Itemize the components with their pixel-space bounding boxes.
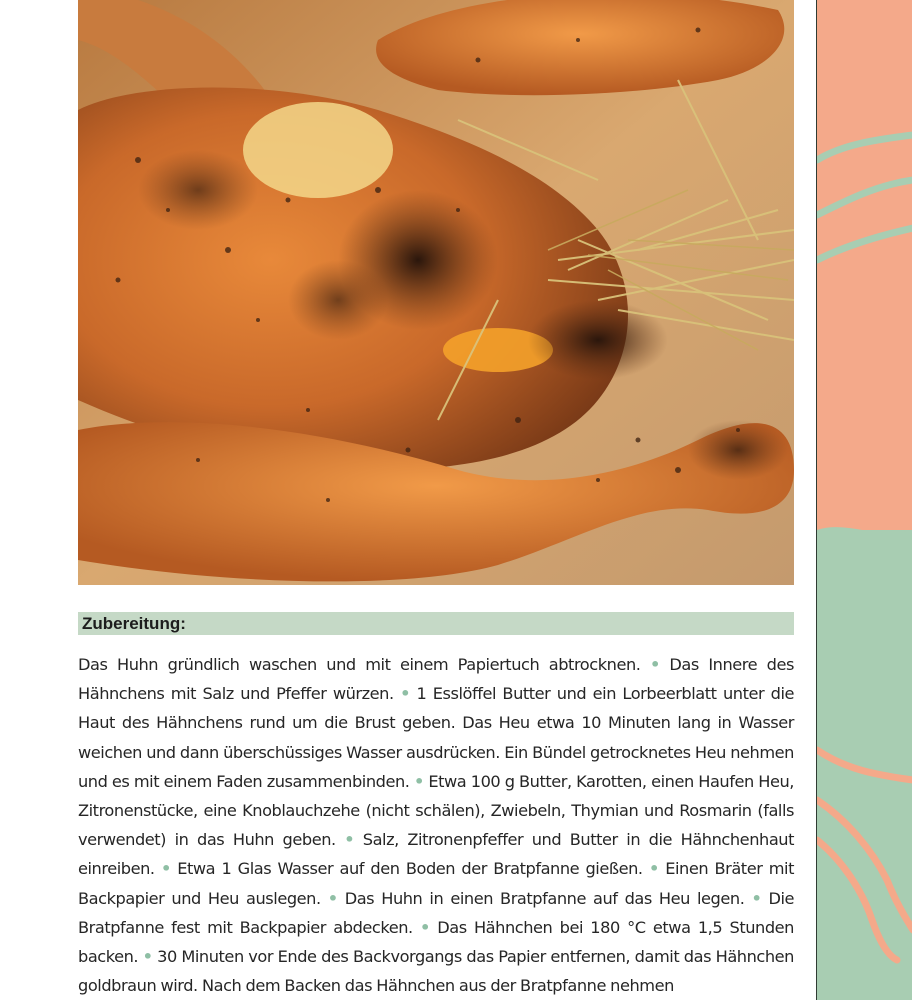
bullet-separator: •: [751, 888, 762, 908]
preparation-step: 1 Esslöffel Butter und ein Lorbeerblatt unter die Haut des Hähnchens rund um die Brust geben. Das Heu etwa 10 Minuten lang in Wasser weichen und dann überschüssiges Wasser ausdrücken. Ein Bündel getrocknetes Heu nehmen und es mit einem Faden zusammenbinden.: [78, 684, 795, 791]
preparation-step: Das Huhn gründlich waschen und mit einem Papiertuch abtrocknen.: [78, 655, 641, 674]
bullet-separator: •: [420, 917, 430, 937]
preparation-step: Einen Bräter mit Backpapier und Heu auslegen.: [78, 859, 794, 908]
bullet-separator: •: [400, 684, 411, 704]
bullet-separator: •: [160, 859, 171, 879]
decorative-side-band: [816, 0, 912, 1000]
preparation-step: Die Bratpfanne fest mit Backpapier abdecken.: [78, 888, 795, 937]
preparation-step: Etwa 1 Glas Wasser auf den Boden der Bratpfanne gießen.: [177, 859, 643, 879]
bullet-separator: •: [649, 655, 660, 674]
bullet-separator: •: [413, 771, 424, 791]
preparation-step: Das Hähnchen bei 180 °C etwa 1,5 Stunden backen.: [78, 917, 794, 967]
preparation-text: [78, 650, 794, 1000]
bullet-separator: •: [648, 859, 659, 879]
roast-chicken-photo: [78, 0, 794, 585]
preparation-step: Das Huhn in einen Bratpfanne auf das Heu legen.: [344, 888, 745, 908]
bullet-separator: •: [327, 888, 338, 908]
bullet-separator: •: [142, 947, 153, 967]
bullet-separator: •: [344, 830, 355, 850]
preparation-step: Salz, Zitronenpfeffer und Butter in die Hähnchenhaut einreiben.: [78, 830, 794, 879]
preparation-step: Etwa 100 g Butter, Karotten, einen Haufen Heu, Zitronenstücke, eine Knoblauchzehe (nicht schälen), Zwiebeln, Thymian und Rosmarin (falls verwendet) in das Huhn geben.: [78, 771, 794, 850]
preparation-step: 30 Minuten vor Ende des Backvorgangs das Papier entfernen, damit das Hähnchen goldbraun wird. Nach dem Backen das Hähnchen aus der Bratpfanne nehmen: [78, 947, 794, 996]
preparation-step: Das Innere des Hähnchens mit Salz und Pfeffer würzen.: [78, 655, 794, 704]
section-heading-zubereitung: Zubereitung:: [78, 612, 794, 635]
